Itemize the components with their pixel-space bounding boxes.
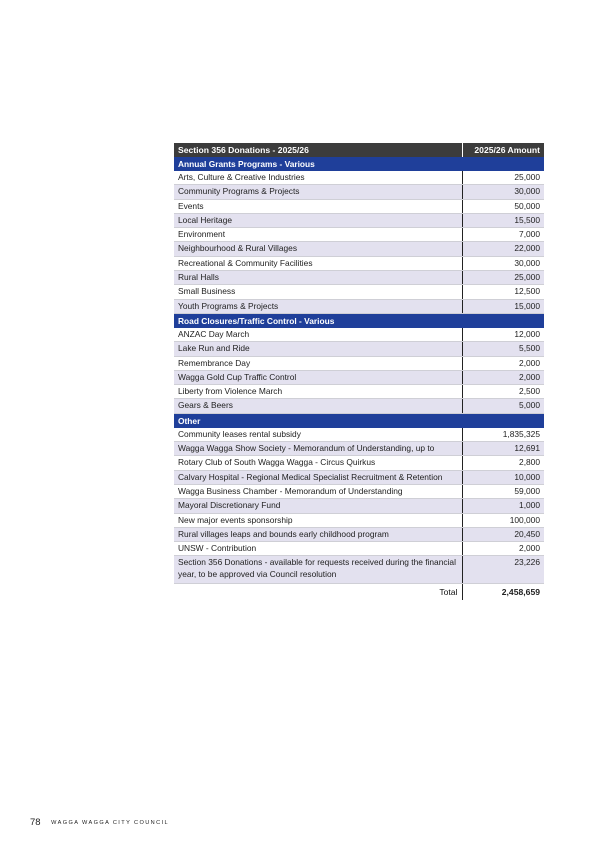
row-amount: 12,000 (462, 328, 544, 342)
row-amount: 25,000 (462, 171, 544, 185)
row-label: Wagga Gold Cup Traffic Control (174, 370, 462, 384)
row-label: Youth Programs & Projects (174, 299, 462, 313)
table-row (174, 271, 544, 285)
section-title: Other (174, 413, 462, 428)
table-row (174, 171, 544, 185)
row-label: Events (174, 199, 462, 213)
row-label: Rural Halls (174, 271, 462, 285)
row-label: Wagga Business Chamber - Memorandum of Understanding (174, 484, 462, 498)
row-amount: 15,500 (462, 213, 544, 227)
table-title: Section 356 Donations - 2025/26 (174, 143, 462, 157)
amount-column-header: 2025/26 Amount (462, 143, 544, 157)
row-amount: 2,800 (462, 456, 544, 470)
table-row (174, 342, 544, 356)
row-amount: 2,000 (462, 370, 544, 384)
table-row (174, 242, 544, 256)
section-header-row (174, 157, 544, 171)
table-row (174, 328, 544, 342)
row-amount: 23,226 (462, 556, 544, 584)
row-amount: 10,000 (462, 470, 544, 484)
table-row (174, 385, 544, 399)
row-amount: 15,000 (462, 299, 544, 313)
row-amount: 5,500 (462, 342, 544, 356)
table-row (174, 185, 544, 199)
table-row (174, 470, 544, 484)
table-row (174, 428, 544, 442)
row-label: Rotary Club of South Wagga Wagga - Circus Quirkus (174, 456, 462, 470)
row-label: Small Business (174, 285, 462, 299)
row-label: Rural villages leaps and bounds early childhood program (174, 527, 462, 541)
table-row (174, 399, 544, 413)
section-header-blank (462, 157, 544, 171)
row-label: Environment (174, 228, 462, 242)
table-row (174, 228, 544, 242)
table-row (174, 456, 544, 470)
row-label: Section 356 Donations - available for requests received during the financial year, to be approved via Council resolution (174, 556, 462, 584)
row-label: Community leases rental subsidy (174, 428, 462, 442)
table-row (174, 370, 544, 384)
section-header-blank (462, 413, 544, 428)
donations-table (174, 143, 544, 600)
table-row (174, 442, 544, 456)
row-label: Liberty from Violence March (174, 385, 462, 399)
table-row (174, 199, 544, 213)
table-row (174, 356, 544, 370)
table-row (174, 556, 544, 584)
page-footer (30, 817, 169, 828)
row-label: UNSW - Contribution (174, 542, 462, 556)
row-amount: 1,835,325 (462, 428, 544, 442)
table-row (174, 513, 544, 527)
row-amount: 12,500 (462, 285, 544, 299)
row-amount: 1,000 (462, 499, 544, 513)
row-label: Mayoral Discretionary Fund (174, 499, 462, 513)
total-row (174, 584, 544, 601)
row-label: Local Heritage (174, 213, 462, 227)
organization-name: WAGGA WAGGA CITY COUNCIL (51, 820, 170, 826)
row-amount: 22,000 (462, 242, 544, 256)
row-label: ANZAC Day March (174, 328, 462, 342)
table-row (174, 484, 544, 498)
row-label: Gears & Beers (174, 399, 462, 413)
row-label: Calvary Hospital - Regional Medical Specialist Recruitment & Retention (174, 470, 462, 484)
row-amount: 59,000 (462, 484, 544, 498)
row-label: Remembrance Day (174, 356, 462, 370)
row-label: Arts, Culture & Creative Industries (174, 171, 462, 185)
row-amount: 20,450 (462, 527, 544, 541)
section-title: Annual Grants Programs - Various (174, 157, 462, 171)
row-amount: 7,000 (462, 228, 544, 242)
row-amount: 30,000 (462, 185, 544, 199)
total-amount: 2,458,659 (462, 584, 544, 601)
row-label: New major events sponsorship (174, 513, 462, 527)
table-row (174, 542, 544, 556)
table-header-row (174, 143, 544, 157)
table-row (174, 299, 544, 313)
row-amount: 2,000 (462, 542, 544, 556)
row-amount: 30,000 (462, 256, 544, 270)
table-row (174, 499, 544, 513)
section-title: Road Closures/Traffic Control - Various (174, 313, 462, 328)
row-amount: 50,000 (462, 199, 544, 213)
row-amount: 25,000 (462, 271, 544, 285)
total-label: Total (439, 587, 458, 598)
row-amount: 100,000 (462, 513, 544, 527)
table-row (174, 527, 544, 541)
row-label: Community Programs & Projects (174, 185, 462, 199)
page-number: 78 (30, 817, 41, 828)
table-row (174, 256, 544, 270)
section-header-blank (462, 313, 544, 328)
table-row (174, 285, 544, 299)
row-amount: 5,000 (462, 399, 544, 413)
row-amount: 2,000 (462, 356, 544, 370)
section-header-row (174, 413, 544, 428)
row-label: Recreational & Community Facilities (174, 256, 462, 270)
row-label: Lake Run and Ride (174, 342, 462, 356)
row-label: Wagga Wagga Show Society - Memorandum of Understanding, up to (174, 442, 462, 456)
row-amount: 12,691 (462, 442, 544, 456)
section-header-row (174, 313, 544, 328)
row-amount: 2,500 (462, 385, 544, 399)
table-row (174, 213, 544, 227)
row-label: Neighbourhood & Rural Villages (174, 242, 462, 256)
